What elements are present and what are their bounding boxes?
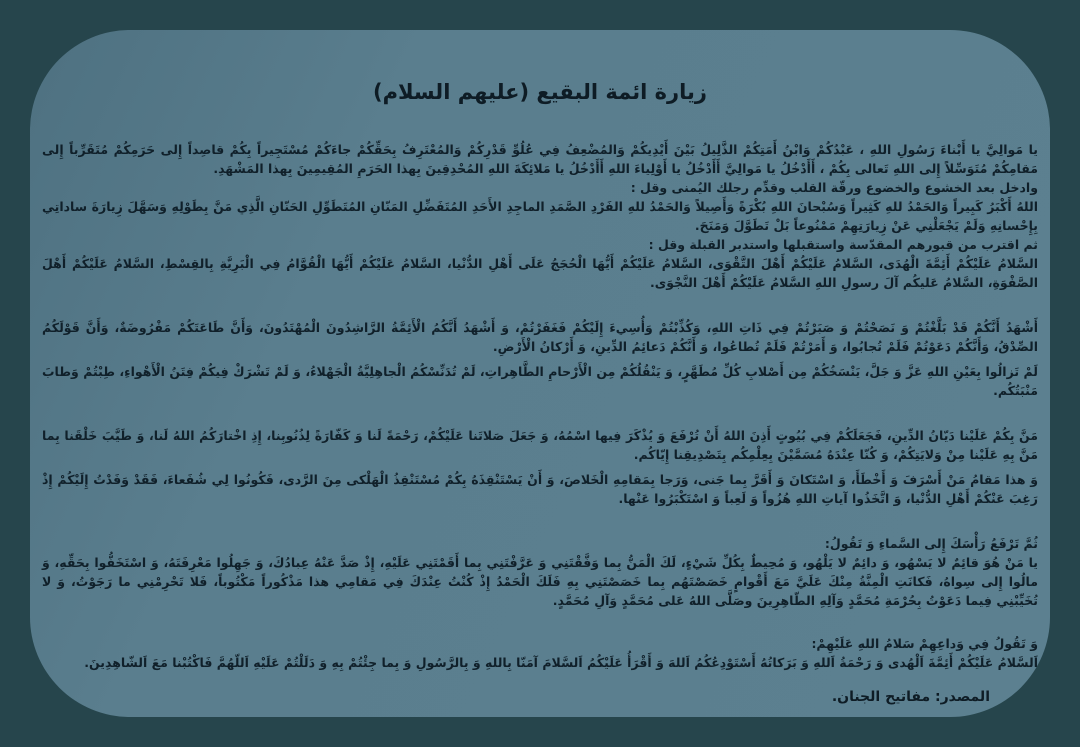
purity-lineage-paragraph: لَمْ تَزالُوا بِعَيْنِ اللهِ عَزَّ وَ جَلَّ، يَنْسَخُكُمْ مِن أَصْلابِ كُلِّ مُطَهَّرٍ، وَ يَنْقُلُكُمْ مِن الْأَرْحامِ الطَّاهِراتِ، لَمْ تُدَنِّسْكُمُ الْجاهِلِيَّةُ الْجَهْلاءُ، وَ لَمْ تَشْرَكْ فِيكُمْ فِتَنُ الْأَهْواءِ، طِبْتُمْ وَطابَ مَنْبَتُكُم. xyxy=(42,364,1038,398)
document-body xyxy=(42,140,1038,707)
takbir-hamd-paragraph: اللهُ أَكْبَرُ كَبِيراً وَالحَمْدُ للهِ كَثِيراً وَسُبْحانَ اللهِ بُكْرَةً وَأَصِيلاً وَالحَمْدُ للهِ الفَرْدِ الصَّمَدِ الماجِدِ الأَحَدِ المُتَفَضِّلِ المَنّانِ المُتَطَوِّلِ الحَنّانِ الَّذِي مَنَّ بِطَوْلِهِ وَسَهَّلَ زِيارَةَ ساداتِي بِإِحْسانِهِ وَلَمْ يَجْعَلْنِي عَنْ زِيارَتِهِمْ مَمْنُوعاً بَلْ تَطَوَّلَ وَمَنَحَ. xyxy=(42,199,1038,233)
supplication-paragraph: يا مَنْ هُوَ قائِمٌ لا يَسْهُو، وَ دائِمٌ لا يَلْهُو، وَ مُحِيطٌ بِكُلِّ شَيْءٍ، لَكَ الْمَنُّ بِما وَفَّقْتَنِي وَ عَرَّفْتَنِي بِما أَقَمْتَنِي عَلَيْهِ، إِذْ صَدَّ عَنْهُ عِبادُكَ، وَ جَهِلُوا مَعْرِفَتَهُ، وَ اسْتَخَفُّوا بِحَقِّهِ، وَ مالُوا إِلى سِواهُ، فَكانَتِ الْمِنَّةُ مِنْكَ عَلَيَّ مَعَ أَقْوامٍ خَصَصْتَهُم بِما خَصَصْتَنِي بِهِ فَلَكَ الْحَمْدُ إِذْ كُنْتُ عِنْدَكَ فِي مَقامِي هذا مَذْكُوراً مَكْتُوباً، فَلا تَحْرِمْنِي ما رَجَوْتُ، وَ لا تُخَيِّبْنِي فِيما دَعَوْتُ بِحُرْمَةِ مُحَمَّدٍ وَآلِهِ الطّاهِرِينَ وصَلَّى اللهُ عَلى مُحَمَّدٍ وَآلِ مُحَمَّدٍ. xyxy=(42,555,1038,608)
salam-greetings-paragraph: السَّلامُ عَلَيْكُمْ أَئِمَّةَ الْهُدَى، السَّلامُ عَلَيْكُمْ أَهْلَ التَّقْوَى، السَّلامُ عَلَيْكُمْ أَيُّهَا الْحُجَجُ عَلَى أَهْلِ الدُّنْيا، السَّلامُ عَلَيْكُمْ أَيُّهَا الْقُوَّامُ فِي الْبَرِيَّةِ بِالقِسْطِ، السَّلامُ عَلَيْكُمْ أَهْلَ الصَّفْوَةِ، السَّلامُ عَليكُم آلَ رسولِ اللهِ السَّلامُ عَلَيْكُمْ أَهْلَ النَّجْوَى. xyxy=(42,256,1038,290)
source-line: المصدر: مفاتيح الجنان. xyxy=(831,689,990,705)
repentance-paragraph: وَ هذا مَقامُ مَنْ أَسْرَفَ وَ أَخْطَأَ، وَ اسْتَكانَ وَ أَقَرَّ بِما جَنى، وَرَجا بِمَقامِهِ الْخَلاصَ، وَ أَنْ يَسْتَنْقِذَهُ بِكُمْ مُسْتَنْقِذُ الْهَلْكى مِنَ الرَّدى، فَكُونُوا لِي شُفَعاءَ، فَقَدْ وَفَدْتُ إِلَيْكُمْ إِذْ رَغِبَ عَنْكُمْ أَهْلِ الدُّنْيا، وَ اتَّخَذُوا آياتِ اللهِ هُزُواً وَ لَعِباً وَ اسْتَكْبَرُوا عَنْها. xyxy=(42,472,1038,506)
approach-instruction-line: ثم اقترب من قبورهم المقدّسة واستقبلها واستدبر القبلة وقل : xyxy=(648,237,1038,252)
opening-address-paragraph: يا مَوالِيَّ يا أَبْناءَ رَسُولِ اللهِ ، عَبْدُكُمْ وَابْنُ أَمَتِكُمْ الذَّلِيلُ بَيْنَ أَيْدِيكُمْ وَالمُضْعِفُ فِي عُلُوِّ قَدْرِكُمْ وَالمُعْتَرِفُ بِحَقِّكُمْ جاءَكُمْ مُسْتَجِيراً بِكُمْ قاصِداً إِلى حَرَمِكُمْ مُتَقَرِّباً إِلى مَقامِكُمْ مُتَوَسِّلاً إِلى اللهِ تَعالى بِكُمْ ، أَأَدْخُلُ يا مَوالِيَّ أَأَدْخُلُ يا أَوْلِياءَ اللهِ أَأَدْخُلُ يا مَلائِكَةَ اللهِ المُحْدِقِينَ بِهذا الحَرَمِ المُقِيمِينَ بِهذا المَشْهَدِ. xyxy=(42,142,1038,176)
entry-instruction-line: وادخل بعد الخشوع والخضوع ورقّة القلب وقدِّم رجلك اليُمنى وقل : xyxy=(630,180,1038,195)
document-card xyxy=(30,30,1050,717)
farewell-salam-paragraph: اَلسَّلامُ عَلَيْكُمْ أَئِمَّةَ اَلْهُدى وَ رَحْمَةُ اَللهِ وَ بَرَكاتُهُ أَسْتَوْدِعُكُمُ اَللهَ وَ أَقْرَأُ عَلَيْكُمُ اَلسَّلامَ آمَنّا بِاللهِ وَ بِالرَّسُولِ وَ بِما جِئْتُمْ بِهِ وَ دَلَلْتُمْ عَلَيْهِ اَللّهُمَّ فَاكْتُبْنا مَعَ اَلشّاهِدِينَ. xyxy=(84,655,1038,670)
raise-head-instruction-line: ثُمَّ تَرْفَعُ رَأْسَكَ إِلى السَّماءِ وَ تَقُولُ: xyxy=(824,536,1038,551)
testimony-paragraph: أَشْهَدُ أَنَّكُمْ قَدْ بَلَّغْتُمْ وَ نَصَحْتُمْ وَ صَبَرْتُمْ فِي ذَاتِ اللهِ، وَكُذِّبْتُمْ وَأُسِيءَ إِلَيْكُمْ فَغَفَرْتُمْ، وَ أَشْهَدُ أَنَّكُمُ الْأَئِمَّةُ الرَّاشِدُونَ الْمُهْتَدُونَ، وَأَنَّ طَاعَتَكُمْ مَفْرُوضَةٌ، وَأَنَّ قَوْلَكُمُ الصِّدْقُ، وَأَنَّكُمْ دَعَوْتُمْ فَلَمْ تُجابُوا، وَ أَمَرْتُمْ فَلَمْ تُطاعُوا، وَ أَنَّكُمْ دَعائِمُ الدِّينِ، وَ أَرْكانُ الْأَرْضِ. xyxy=(42,320,1038,354)
blessing-paragraph: مَنَّ بِكُمْ عَلَيْنا دَيّانُ الدِّينِ، فَجَعَلَكُمْ فِي بُيُوتٍ أَذِنَ اللهُ أَنْ تُرْفَعَ وَ يُذْكَرَ فِيها اسْمُهُ، وَ جَعَلَ صَلاتَنا عَلَيْكُمْ، رَحْمَةً لَنا وَ كَفّارَةً لِذُنُوبِنا، إِذِ اخْتارَكُمُ اللهُ لَنا، وَ طَيَّبَ خَلْقَنا بِما مَنَّ بِهِ عَلَيْنا مِنْ وَلايَتِكُمْ، وَ كُنّا عِنْدَهُ مُسَمَّيْنَ بِعِلْمِكُم بِتَصْدِيقِنا إِيّاكُم. xyxy=(42,428,1038,462)
page-title: زيارة ائمة البقيع (عليهم السلام) xyxy=(373,80,707,104)
farewell-instruction-line: وَ تَقُولُ فِي وَداعِهِمْ سَلامُ اللهِ عَلَيْهِمْ: xyxy=(811,636,1038,651)
